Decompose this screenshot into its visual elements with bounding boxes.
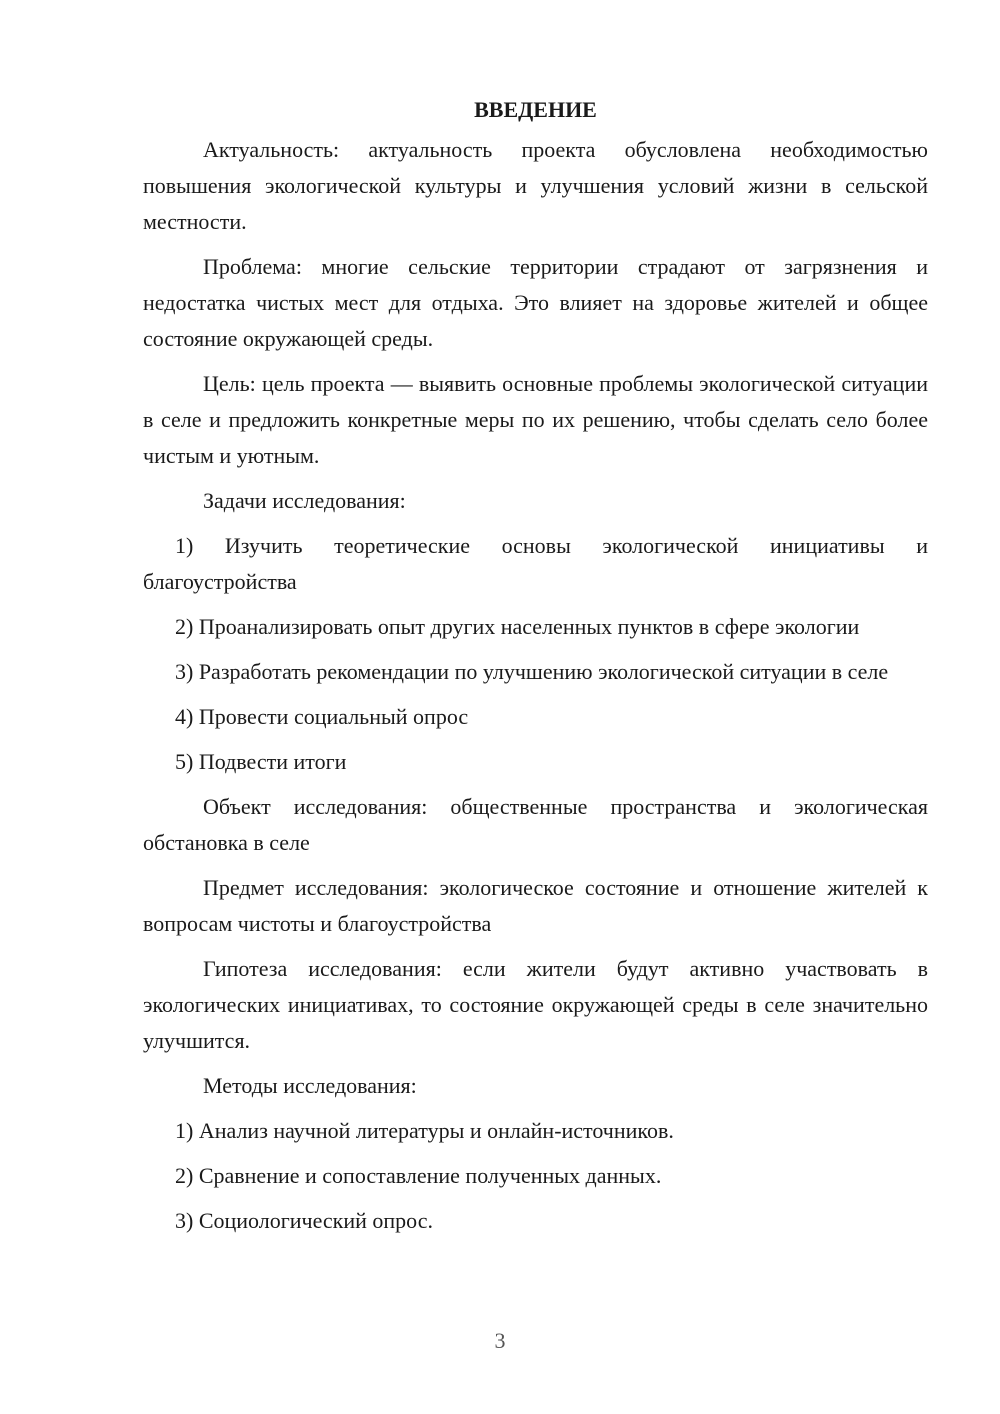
paragraph-methods-heading: Методы исследования: <box>203 1073 417 1098</box>
paragraph-subject: Предмет исследования: экологическое состояние и отношение жителей к вопросам чистоты и благоустройства <box>143 875 928 936</box>
list-item: 3) Социологический опрос. <box>175 1208 433 1233</box>
paragraph-problem: Проблема: многие сельские территории страдают от загрязнения и недостатка чистых мест для отдыха. Это влияет на здоровье жителей и общее состояние окружающей среды. <box>143 254 928 351</box>
list-item: 4) Провести социальный опрос <box>175 704 469 729</box>
list-item: 3) Разработать рекомендации по улучшению экологической ситуации в селе <box>175 659 889 684</box>
paragraph-goal: Цель: цель проекта — выявить основные проблемы экологической ситуации в селе и предложить конкретные меры по их решению, чтобы сделать село более чистым и уютным. <box>143 371 928 468</box>
paragraph-tasks-heading: Задачи исследования: <box>203 488 406 513</box>
page-number: 3 <box>494 1328 506 1353</box>
list-item: 2) Проанализировать опыт других населенных пунктов в сфере экологии <box>175 614 860 639</box>
list-item: 2) Сравнение и сопоставление полученных данных. <box>175 1163 662 1188</box>
paragraph-hypothesis: Гипотеза исследования: если жители будут активно участвовать в экологических инициативах, то состояние окружающей среды в селе значительно улучшится. <box>143 956 928 1053</box>
paragraph-relevance: Актуальность: актуальность проекта обусловлена необходимостью повышения экологической культуры и улучшения условий жизни в сельской местности. <box>143 137 928 234</box>
section-title: ВВЕДЕНИЕ <box>474 97 597 122</box>
page-content <box>143 92 928 1248</box>
list-item: 1) Изучить теоретические основы экологической инициативы и благоустройства <box>143 533 928 594</box>
list-item: 1) Анализ научной литературы и онлайн-источников. <box>175 1118 674 1143</box>
list-item: 5) Подвести итоги <box>175 749 347 774</box>
paragraph-object: Объект исследования: общественные пространства и экологическая обстановка в селе <box>143 794 928 855</box>
